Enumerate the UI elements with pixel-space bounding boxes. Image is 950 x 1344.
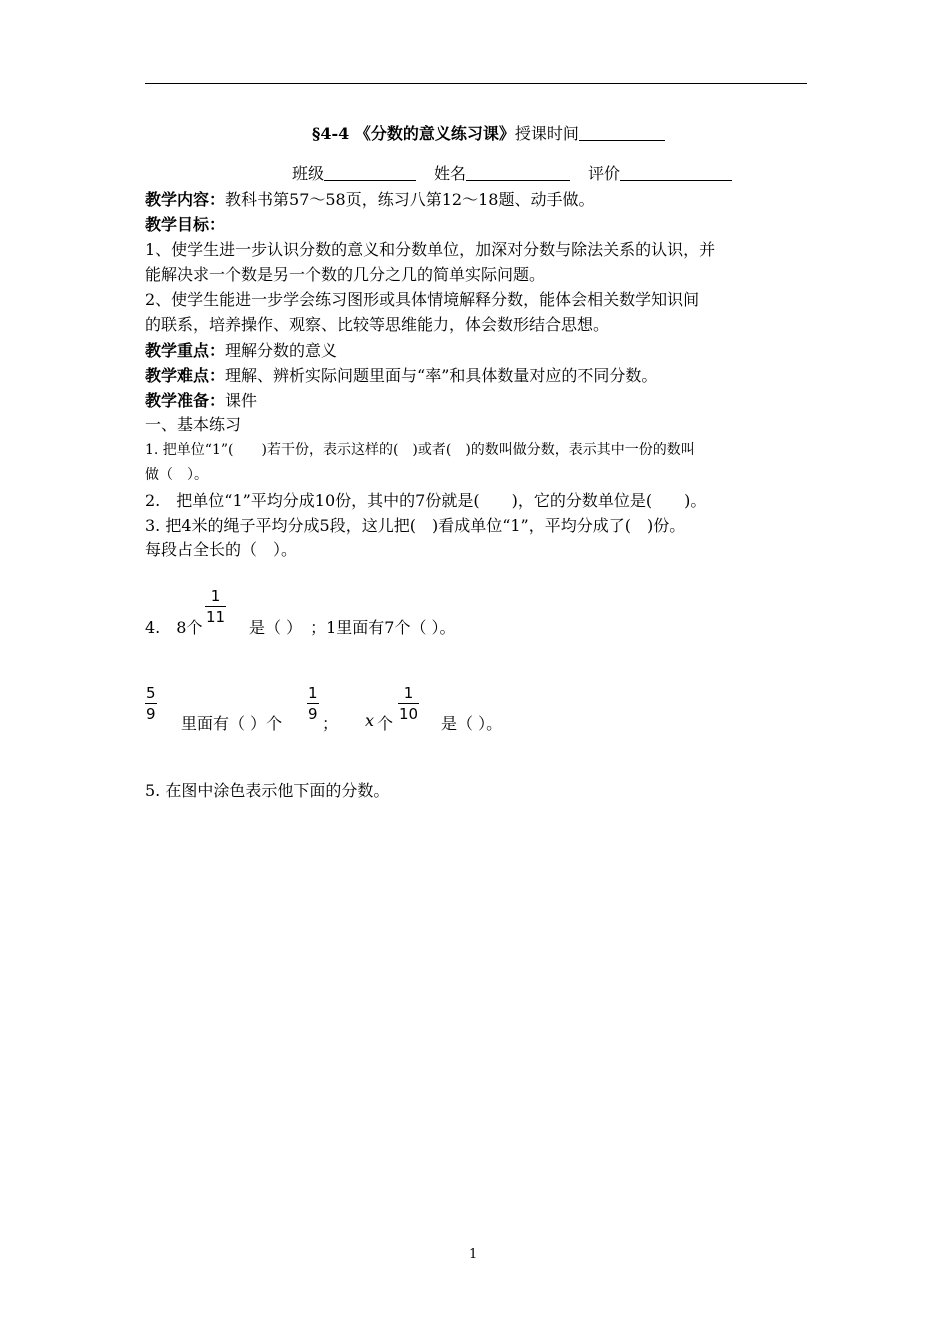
fraction-1-11 xyxy=(205,587,226,626)
fraction-bar xyxy=(398,703,419,704)
class-blank[interactable] xyxy=(324,164,416,181)
name-blank[interactable] xyxy=(466,164,570,181)
goal-1-line-2: 能解决求一个数是另一个数的几分之几的简单实际问题。 xyxy=(145,265,546,284)
goal-2-line-1: 2、使学生能进一步学会练习图形或具体情境解释分数，能体会相关数学知识间 xyxy=(145,290,700,309)
difficulty-label: 教学难点： xyxy=(145,366,226,385)
question-4-separator: ； xyxy=(322,714,339,733)
content-line xyxy=(145,189,594,211)
fraction-numerator: 1 xyxy=(308,684,318,702)
goal-1-line-1: 1、使学生进一步认识分数的意义和分数单位，加深对分数与除法关系的认识，并 xyxy=(145,240,716,259)
content-text: 教科书第57～58页，练习八第12～18题、动手做。 xyxy=(225,190,595,209)
variable-x: x xyxy=(365,711,375,730)
fraction-numerator: 1 xyxy=(210,587,221,605)
key-text: 理解分数的意义 xyxy=(225,341,338,360)
lesson-title: §4-4 《分数的意义练习课》 xyxy=(312,124,515,143)
time-label: 授课时间 xyxy=(514,124,579,143)
header-rule xyxy=(145,83,807,84)
prep-line xyxy=(145,390,257,412)
question-2: 2. 把单位“1”平均分成10份，其中的7份就是( )，它的分数单位是( )。 xyxy=(145,491,707,510)
question-4-end: 是（ ）。 xyxy=(441,714,503,733)
goal-2-line-2: 的联系，培养操作、观察、比较等思维能力，体会数形结合思想。 xyxy=(145,315,610,334)
key-label: 教学重点： xyxy=(145,341,226,360)
difficulty-text: 理解、辨析实际问题里面与“率”和具体数量对应的不同分数。 xyxy=(225,366,658,385)
question-4-text-3: 个 xyxy=(377,714,394,733)
question-3-line-2: 每段占全长的（ ）。 xyxy=(145,540,298,559)
section-heading: 一、基本练习 xyxy=(145,415,242,434)
question-5: 5. 在图中涂色表示他下面的分数。 xyxy=(145,781,390,800)
eval-label: 评价 xyxy=(588,164,621,183)
prep-label: 教学准备： xyxy=(145,391,226,410)
question-3-line-1: 3. 把4米的绳子平均分成5段，这儿把( )看成单位“1”，平均分成了( )份。 xyxy=(145,516,686,535)
time-blank[interactable] xyxy=(579,124,665,141)
eval-blank[interactable] xyxy=(620,164,732,181)
question-1-line-1: 1. 把单位“1”( )若干份，表示这样的( )或者( )的数叫做分数，表示其中一份的数叫 xyxy=(145,442,695,458)
question-4-text-2: 里面有（ ）个 xyxy=(181,714,283,733)
fraction-1-10 xyxy=(398,684,419,723)
difficulty-line xyxy=(145,365,657,387)
fraction-denominator: 9 xyxy=(146,705,156,723)
fraction-5-9 xyxy=(145,684,157,723)
fraction-1-9 xyxy=(307,684,319,723)
page-number: 1 xyxy=(469,1247,478,1262)
fraction-bar xyxy=(307,703,319,704)
fraction-bar xyxy=(145,703,157,704)
fraction-numerator: 1 xyxy=(403,684,414,702)
title-line xyxy=(312,123,665,145)
info-line xyxy=(292,163,732,185)
key-point-line xyxy=(145,340,337,362)
question-1-line-2: 做（ ）。 xyxy=(145,467,208,483)
name-label: 姓名 xyxy=(434,164,467,183)
fraction-denominator: 10 xyxy=(399,705,419,723)
question-4-prefix: 4. 8个 xyxy=(145,618,203,637)
question-4-middle: 是（ ） ；1里面有7个（ ）。 xyxy=(249,618,456,637)
content-label: 教学内容： xyxy=(145,190,226,209)
class-label: 班级 xyxy=(292,164,325,183)
fraction-bar xyxy=(205,606,226,607)
fraction-denominator: 9 xyxy=(308,705,318,723)
prep-text: 课件 xyxy=(225,391,258,410)
fraction-numerator: 5 xyxy=(146,684,156,702)
goals-label: 教学目标： xyxy=(145,215,226,234)
fraction-denominator: 11 xyxy=(206,608,226,626)
